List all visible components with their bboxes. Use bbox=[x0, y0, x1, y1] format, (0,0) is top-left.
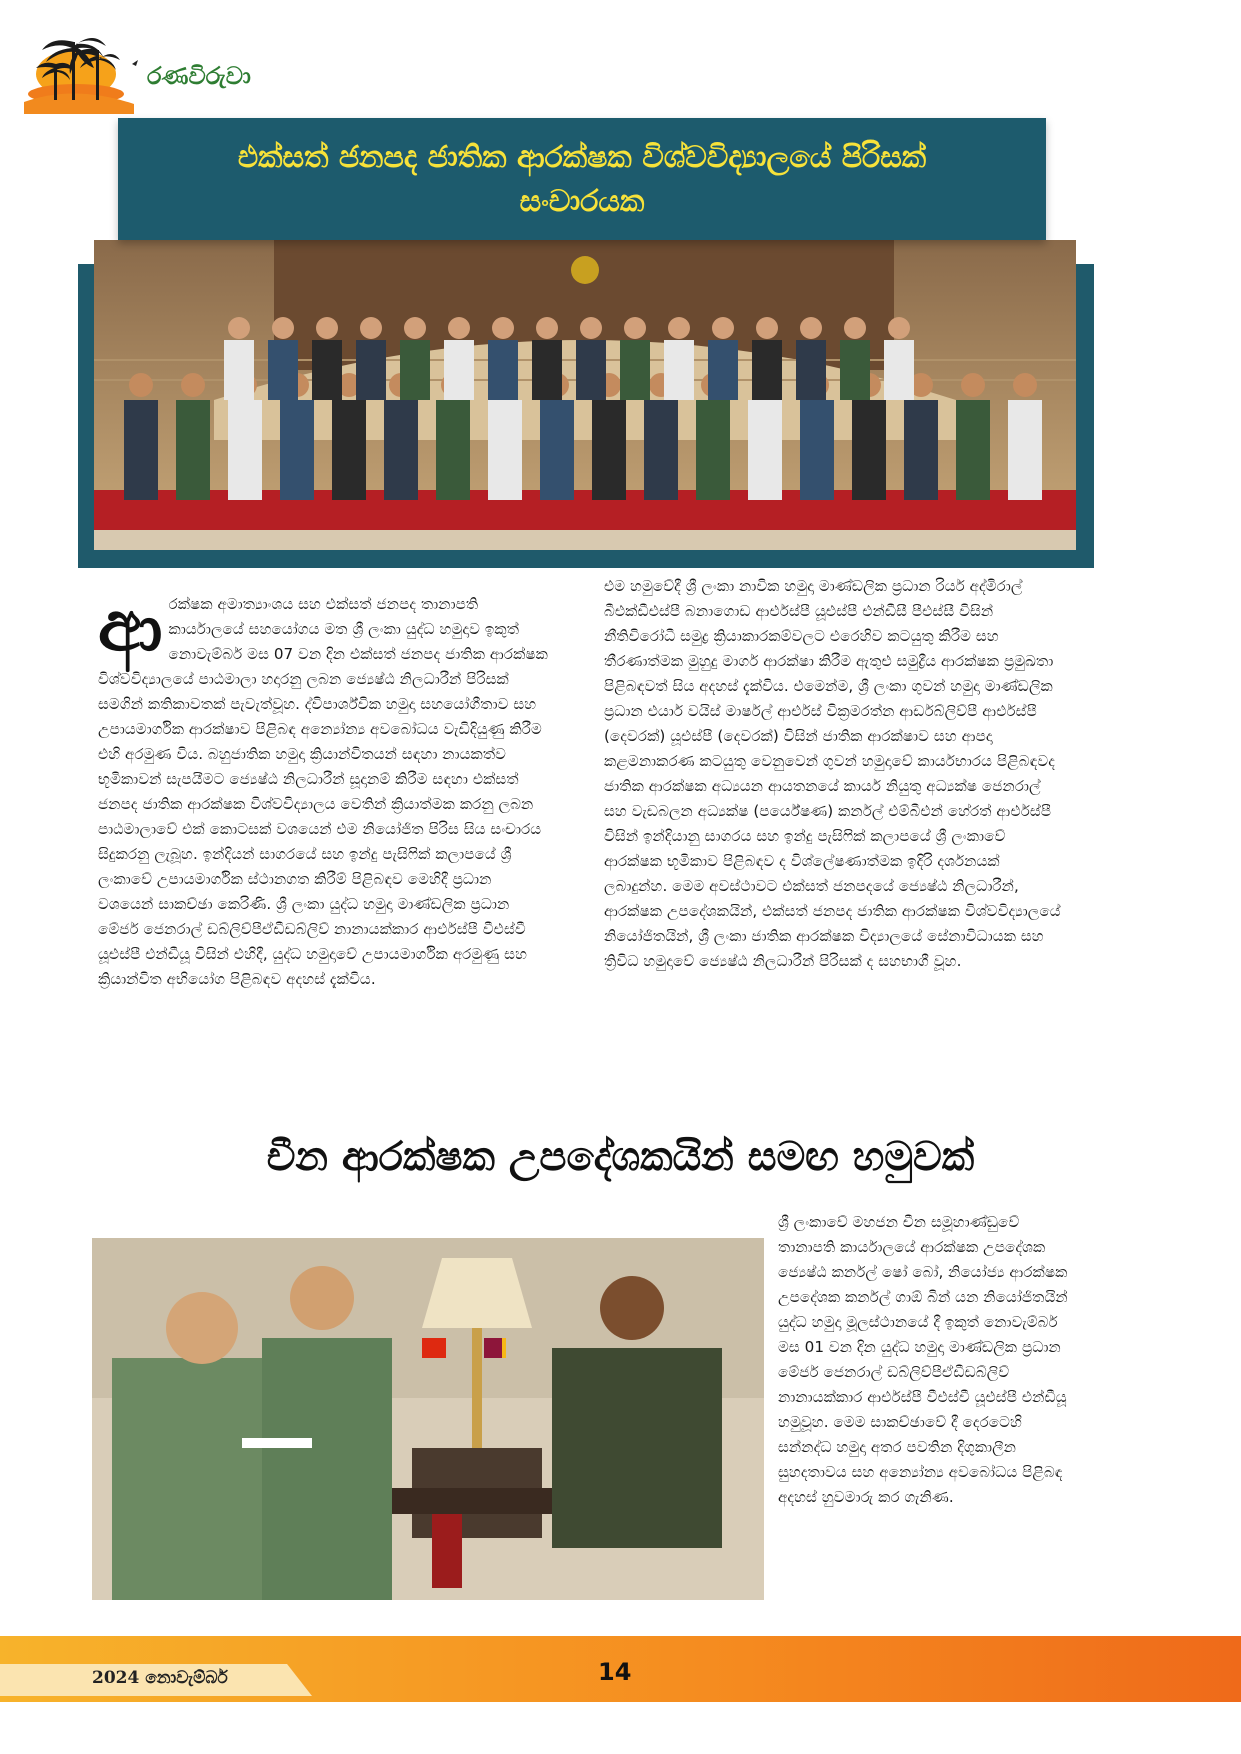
drop-cap: ආ bbox=[98, 585, 163, 667]
footer-date: 2024 නොවැම්බර් bbox=[92, 1668, 228, 1688]
article1-body-col2: එම හමුවේදී ශ්‍රී ලංකා නාවික හමුදා මාණ්ඩලික ප්‍රධාන රියර් අද්මිරාල් බීඑක්ඩීඑස්පී බනාගොඩ ආර්එස්පී යූඑස්පී එන්ඩීසී පීඑස්සී විසින් නීතිවිරෝධී සමුද්‍ර ක්‍රියාකාරකම්වලට එරෙහිව කටයුතු කිරීම සහ තීරණාත්මක මුහුදු මාර්ග ආරක්ෂා කිරීම ඇතුළු සමුද්‍රීය ආරක්ෂක ප්‍රමුඛතා පිළිබඳවත් සිය අදහස් දැක්විය. එමෙන්ම, ශ්‍රී ලංකා ගුවන් හමුදා මාණ්ඩලික ප්‍රධාන එයාර් වයිස් මාර්ෂල් ආර්එස් වික්‍රමරත්න ආර්ඩබ්ලිව්පී ආර්එස්පී (දෙවරක්) යූඑස්පී (දෙවරක්) විසින් ජාතික ආරක්ෂාව සහ ආපදා කළමනාකරණ කටයුතු වෙනුවෙන් ගුවන් හමුදාවේ කාර්යභාරය පිළිබඳවද ජාතික ආරක්ෂක අධ්‍යයන ආයතනයේ කාර්ය නියුතු අධ්‍යක්ෂ ජෙනරාල් සහ වැඩබලන අධ්‍යක්ෂ (පර්යේෂණ) කර්නල් එම්බීඑන් හේරත් ආර්එස්පී විසින් ඉන්දියානු සාගරය සහ ඉන්දු පැසිෆික් කලාපයේ ශ්‍රී ලංකාවේ ආරක්ෂක භූමිකාව පිළිබඳව ද විශ්ලේෂණාත්මක ඉදිරි දර්ශනයක් ලබාදුන්හ. මෙම අවස්ථාවට එක්සත් ජනපදයේ ජ්‍යෙෂ්ඨ නිලධාරීන්, ආරක්ෂක උපදේශකයින්, එක්සත් ජනපද ජාතික ආරක්ෂක විශ්වවිද්‍යාලයේ නියෝජිතයින්, ශ්‍රී ලංකා ජාතික ආරක්ෂක විද්‍යාලයේ සේනාවිධායක සහ ත්‍රිවිධ හමුදාවේ ජ්‍යෙෂ්ඨ නිලධාරීන් පිරිසක් ද සහභාගී වූහ. bbox=[604, 577, 1061, 970]
brand-name: රණවිරුවා bbox=[147, 62, 251, 90]
article1-headline bbox=[118, 118, 1046, 240]
article1-column1 bbox=[98, 585, 550, 992]
article1-title-line1: එක්සත් ජනපද ජාතික ආරක්ෂක විශ්වවිද්‍යාලයේ පිරිසක් bbox=[237, 140, 927, 175]
article2-column bbox=[778, 1210, 1078, 1510]
article1-body-col1: රක්ෂක අමාත්‍යාංශය සහ එක්සත් ජනපද තානාපති කාර්යාලයේ සහයෝගය මත ශ්‍රී ලංකා යුද්ධ හමුදාව ඉකුත් නොවැම්බර් මස 07 වන දින එක්සත් ජනපද ජාතික ආරක්ෂක විශ්වවිද්‍යාලයේ පාඨමාලා හදාරනු ලබන ජ්‍යෙෂ්ඨ නිලධාරීන් පිරිසක් සමගින් කතිකාවතක් පැවැත්වූහ. ද්විපාර්ශ්වික හමුදා සහයෝගීතාව සහ උපායමාර්ගික ආරක්ෂාව පිළිබඳ අන්‍යෝන්‍ය අවබෝධය වැඩිදියුණු කිරීම එහි අරමුණ විය. බහුජාතික හමුදා ක්‍රියාන්විතයන් සඳහා නායකත්ව භූමිකාවන් සැපයීමට ජ්‍යෙෂ්ඨ නිලධාරීන් සූදානම් කිරීම සඳහා එක්සත් ජනපද ජාතික ආරක්ෂක විශ්වවිද්‍යාලය වෙතින් ක්‍රියාත්මක කරනු ලබන පාඨමාලාවේ එක් කොටසක් වශයෙන් එම නියෝජිත පිරිස සිය සංචාරය සිදුකරනු ලැබූහ. ඉන්දියන් සාගරයේ සහ ඉන්දු පැසිෆික් කලාපයේ ශ්‍රී ලංකාවේ උපායමාර්ගික ස්ථානගත කිරීම් පිළිබඳව මෙහිදී ප්‍රධාන වශයෙන් සාකච්ඡා කෙරිණි. ශ්‍රී ලංකා යුද්ධ හමුදා මාණ්ඩලික ප්‍රධාන මේජර් ජෙනරාල් ඩබ්ලිව්පීඒඩීඩබ්ලිව් නානායක්කාර ආර්එස්පී වීඑස්වී යූඑස්පී එන්ඩීයූ විසින් එහිදී, යුද්ධ හමුදාවේ උපායමාර්ගික අරමුණු සහ ක්‍රියාන්විත අභියෝග පිළිබඳව අදහස් දැක්විය. bbox=[98, 595, 549, 988]
article2-headline: චීන ආරක්ෂක උපදේශකයින් සමඟ හමුවක් bbox=[266, 1134, 975, 1180]
article2-body: ශ්‍රී ලංකාවේ මහජන චීන සමූහාණ්ඩුවේ තානාපති කාර්යාලයේ ආරක්ෂක උපදේශක ජ්‍යෙෂ්ඨ කර්නල් ෂෝ බෝ, නියෝජ්‍ය ආරක්ෂක උපදේශක කර්නල් ගාඕ බින් යන නියෝජිතයින් යුද්ධ හමුදා මූලස්ථානයේ දී ඉකුත් නොවැම්බර් මස 01 වන දින යුද්ධ හමුදා මාණ්ඩලික ප්‍රධාන මේජර් ජෙනරාල් ඩබ්ලිව්පීඒඩීඩබ්ලිව් නානායක්කාර ආර්එස්පී වීඑස්වී යූඑස්පී එන්ඩීයූ හමුවූහ. මෙම සාකච්ඡාවේ දී දෙරටෙහි සන්නද්ධ හමුදා අතර පවතින දිගුකාලීන සුහදතාවය සහ අන්‍යෝන්‍ය අවබෝධය පිළිබඳ අදහස් හුවමාරු කර ගැනිණ. bbox=[778, 1213, 1068, 1506]
article1-column2 bbox=[604, 574, 1064, 974]
article1-title-line2: සංචාරයක bbox=[519, 184, 645, 219]
meeting-photo bbox=[92, 1238, 764, 1600]
group-photo bbox=[94, 240, 1076, 550]
page-number: 14 bbox=[598, 1658, 632, 1686]
